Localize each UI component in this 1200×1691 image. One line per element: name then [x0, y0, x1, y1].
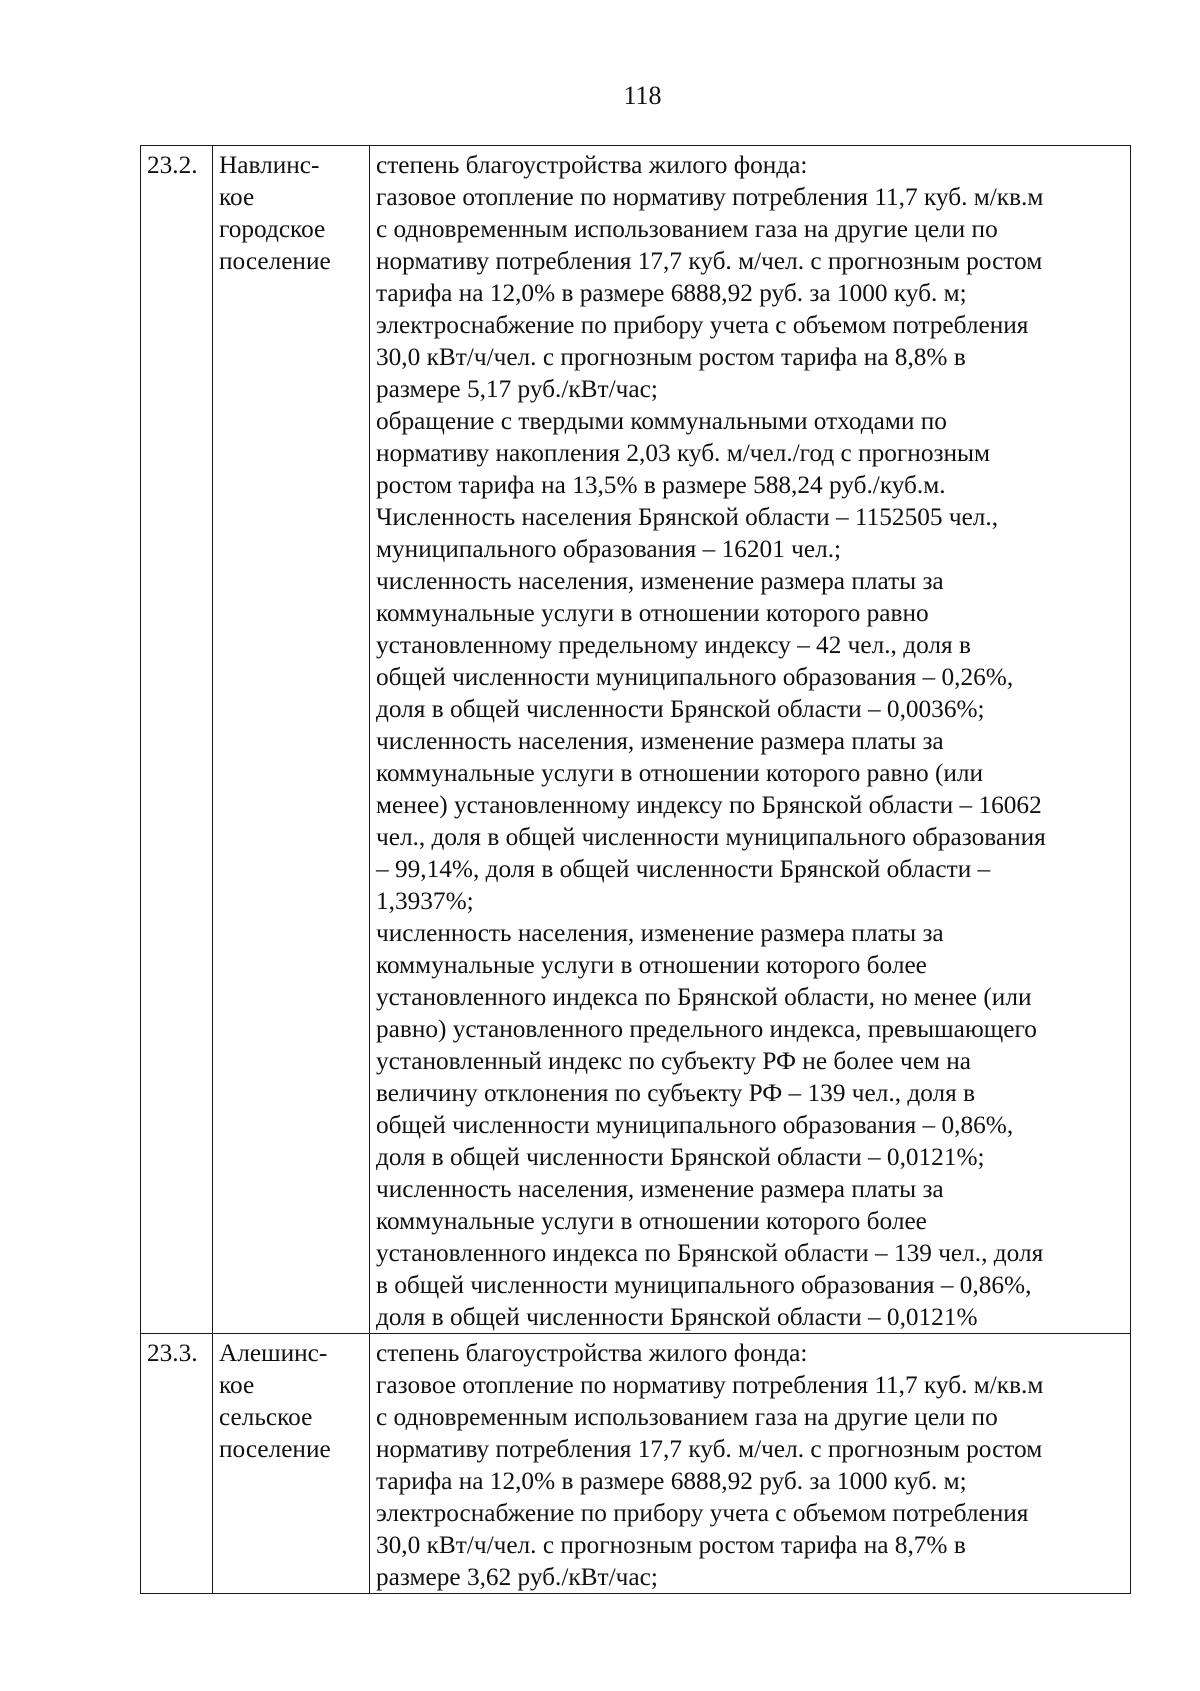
description-line: с одновременным использованием газа на другие цели по	[376, 1403, 998, 1431]
description-cell	[370, 146, 1131, 1334]
description-line: тарифа на 12,0% в размере 6888,92 руб. за 1000 куб. м;	[376, 1467, 967, 1495]
description-line: общей численности муниципального образования – 0,26%,	[376, 663, 1014, 691]
description-line: с одновременным использованием газа на другие цели по	[376, 215, 998, 243]
description-line: газовое отопление по нормативу потребления 11,7 куб. м/кв.м	[376, 183, 1044, 211]
description-line: доля в общей численности Брянской области – 0,0121%;	[376, 1143, 985, 1171]
description-line: нормативу накопления 2,03 куб. м/чел./год с прогнозным	[376, 439, 991, 467]
description-line: нормативу потребления 17,7 куб. м/чел. с прогнозным ростом	[376, 1435, 1043, 1463]
description-line: электроснабжение по прибору учета с объемом потребления	[376, 311, 1029, 339]
description-line: численность населения, изменение размера платы за	[376, 919, 944, 947]
description-line: муниципального образования – 16201 чел.;	[376, 535, 842, 563]
description-line: установленного индекса по Брянской области – 139 чел., доля	[376, 1239, 1044, 1267]
description-line: чел., доля в общей численности муниципального образования	[376, 823, 1046, 851]
description-line: величину отклонения по субъекту РФ – 139 чел., доля в	[376, 1079, 976, 1107]
description-line: доля в общей численности Брянской области – 0,0121%	[376, 1303, 978, 1331]
description-line: обращение с твердыми коммунальными отходами по	[376, 407, 947, 435]
description-line: менее) установленному индексу по Брянской области – 16062	[376, 791, 1042, 819]
settlement-name-line: сельское	[219, 1403, 313, 1431]
description-line: коммунальные услуги в отношении которого равно (или	[376, 759, 984, 787]
description-line: степень благоустройства жилого фонда:	[376, 1339, 808, 1367]
settlement-name-line: поселение	[219, 1435, 331, 1463]
description-line: численность населения, изменение размера платы за	[376, 1175, 944, 1203]
description-line: равно) установленного предельного индекса, превышающего	[376, 1015, 1037, 1043]
row-number-cell: 23.2.	[141, 146, 213, 1334]
settlement-name-line: поселение	[219, 247, 331, 275]
settlement-name-line: Навлинс-	[219, 151, 320, 179]
description-line: общей численности муниципального образования – 0,86%,	[376, 1111, 1014, 1139]
settlement-name-line: городское	[219, 215, 326, 243]
description-line: установленный индекс по субъекту РФ не более чем на	[376, 1047, 972, 1075]
description-line: тарифа на 12,0% в размере 6888,92 руб. за 1000 куб. м;	[376, 279, 967, 307]
settlement-name-cell	[213, 146, 370, 1334]
description-line: коммунальные услуги в отношении которого более	[376, 1207, 927, 1235]
page-number: 118	[623, 81, 662, 110]
description-line: 30,0 кВт/ч/чел. с прогнозным ростом тарифа на 8,7% в	[376, 1531, 966, 1559]
description-cell	[370, 1334, 1131, 1594]
settlement-name-line: Алешинс-	[219, 1339, 328, 1367]
description-line: установленного индекса по Брянской области, но менее (или	[376, 983, 1032, 1011]
description-line: размере 3,62 руб./кВт/час;	[376, 1563, 658, 1591]
row-number-cell: 23.3.	[141, 1334, 213, 1594]
description-line: численность населения, изменение размера платы за	[376, 567, 944, 595]
description-line: численность населения, изменение размера платы за	[376, 727, 944, 755]
table-row	[141, 146, 1131, 1334]
settlement-name-cell	[213, 1334, 370, 1594]
tariff-table	[140, 145, 1131, 1594]
description-line: коммунальные услуги в отношении которого равно	[376, 599, 929, 627]
description-line: – 99,14%, доля в общей численности Брянской области –	[376, 855, 991, 883]
description-line: электроснабжение по прибору учета с объемом потребления	[376, 1499, 1029, 1527]
settlement-name-line: кое	[219, 1371, 255, 1399]
description-line: 30,0 кВт/ч/чел. с прогнозным ростом тарифа на 8,8% в	[376, 343, 966, 371]
description-line: размере 5,17 руб./кВт/час;	[376, 375, 658, 403]
description-line: коммунальные услуги в отношении которого более	[376, 951, 927, 979]
settlement-name-line: кое	[219, 183, 255, 211]
description-line: 1,3937%;	[376, 887, 474, 915]
table-row	[141, 1334, 1131, 1594]
description-line: в общей численности муниципального образования – 0,86%,	[376, 1271, 1032, 1299]
description-line: доля в общей численности Брянской области – 0,0036%;	[376, 695, 985, 723]
description-line: Численность населения Брянской области – 1152505 чел.,	[376, 503, 999, 531]
description-line: степень благоустройства жилого фонда:	[376, 151, 808, 179]
description-line: нормативу потребления 17,7 куб. м/чел. с прогнозным ростом	[376, 247, 1043, 275]
description-line: газовое отопление по нормативу потребления 11,7 куб. м/кв.м	[376, 1371, 1044, 1399]
description-line: ростом тарифа на 13,5% в размере 588,24 руб./куб.м.	[376, 471, 946, 499]
description-line: установленному предельному индексу – 42 чел., доля в	[376, 631, 971, 659]
